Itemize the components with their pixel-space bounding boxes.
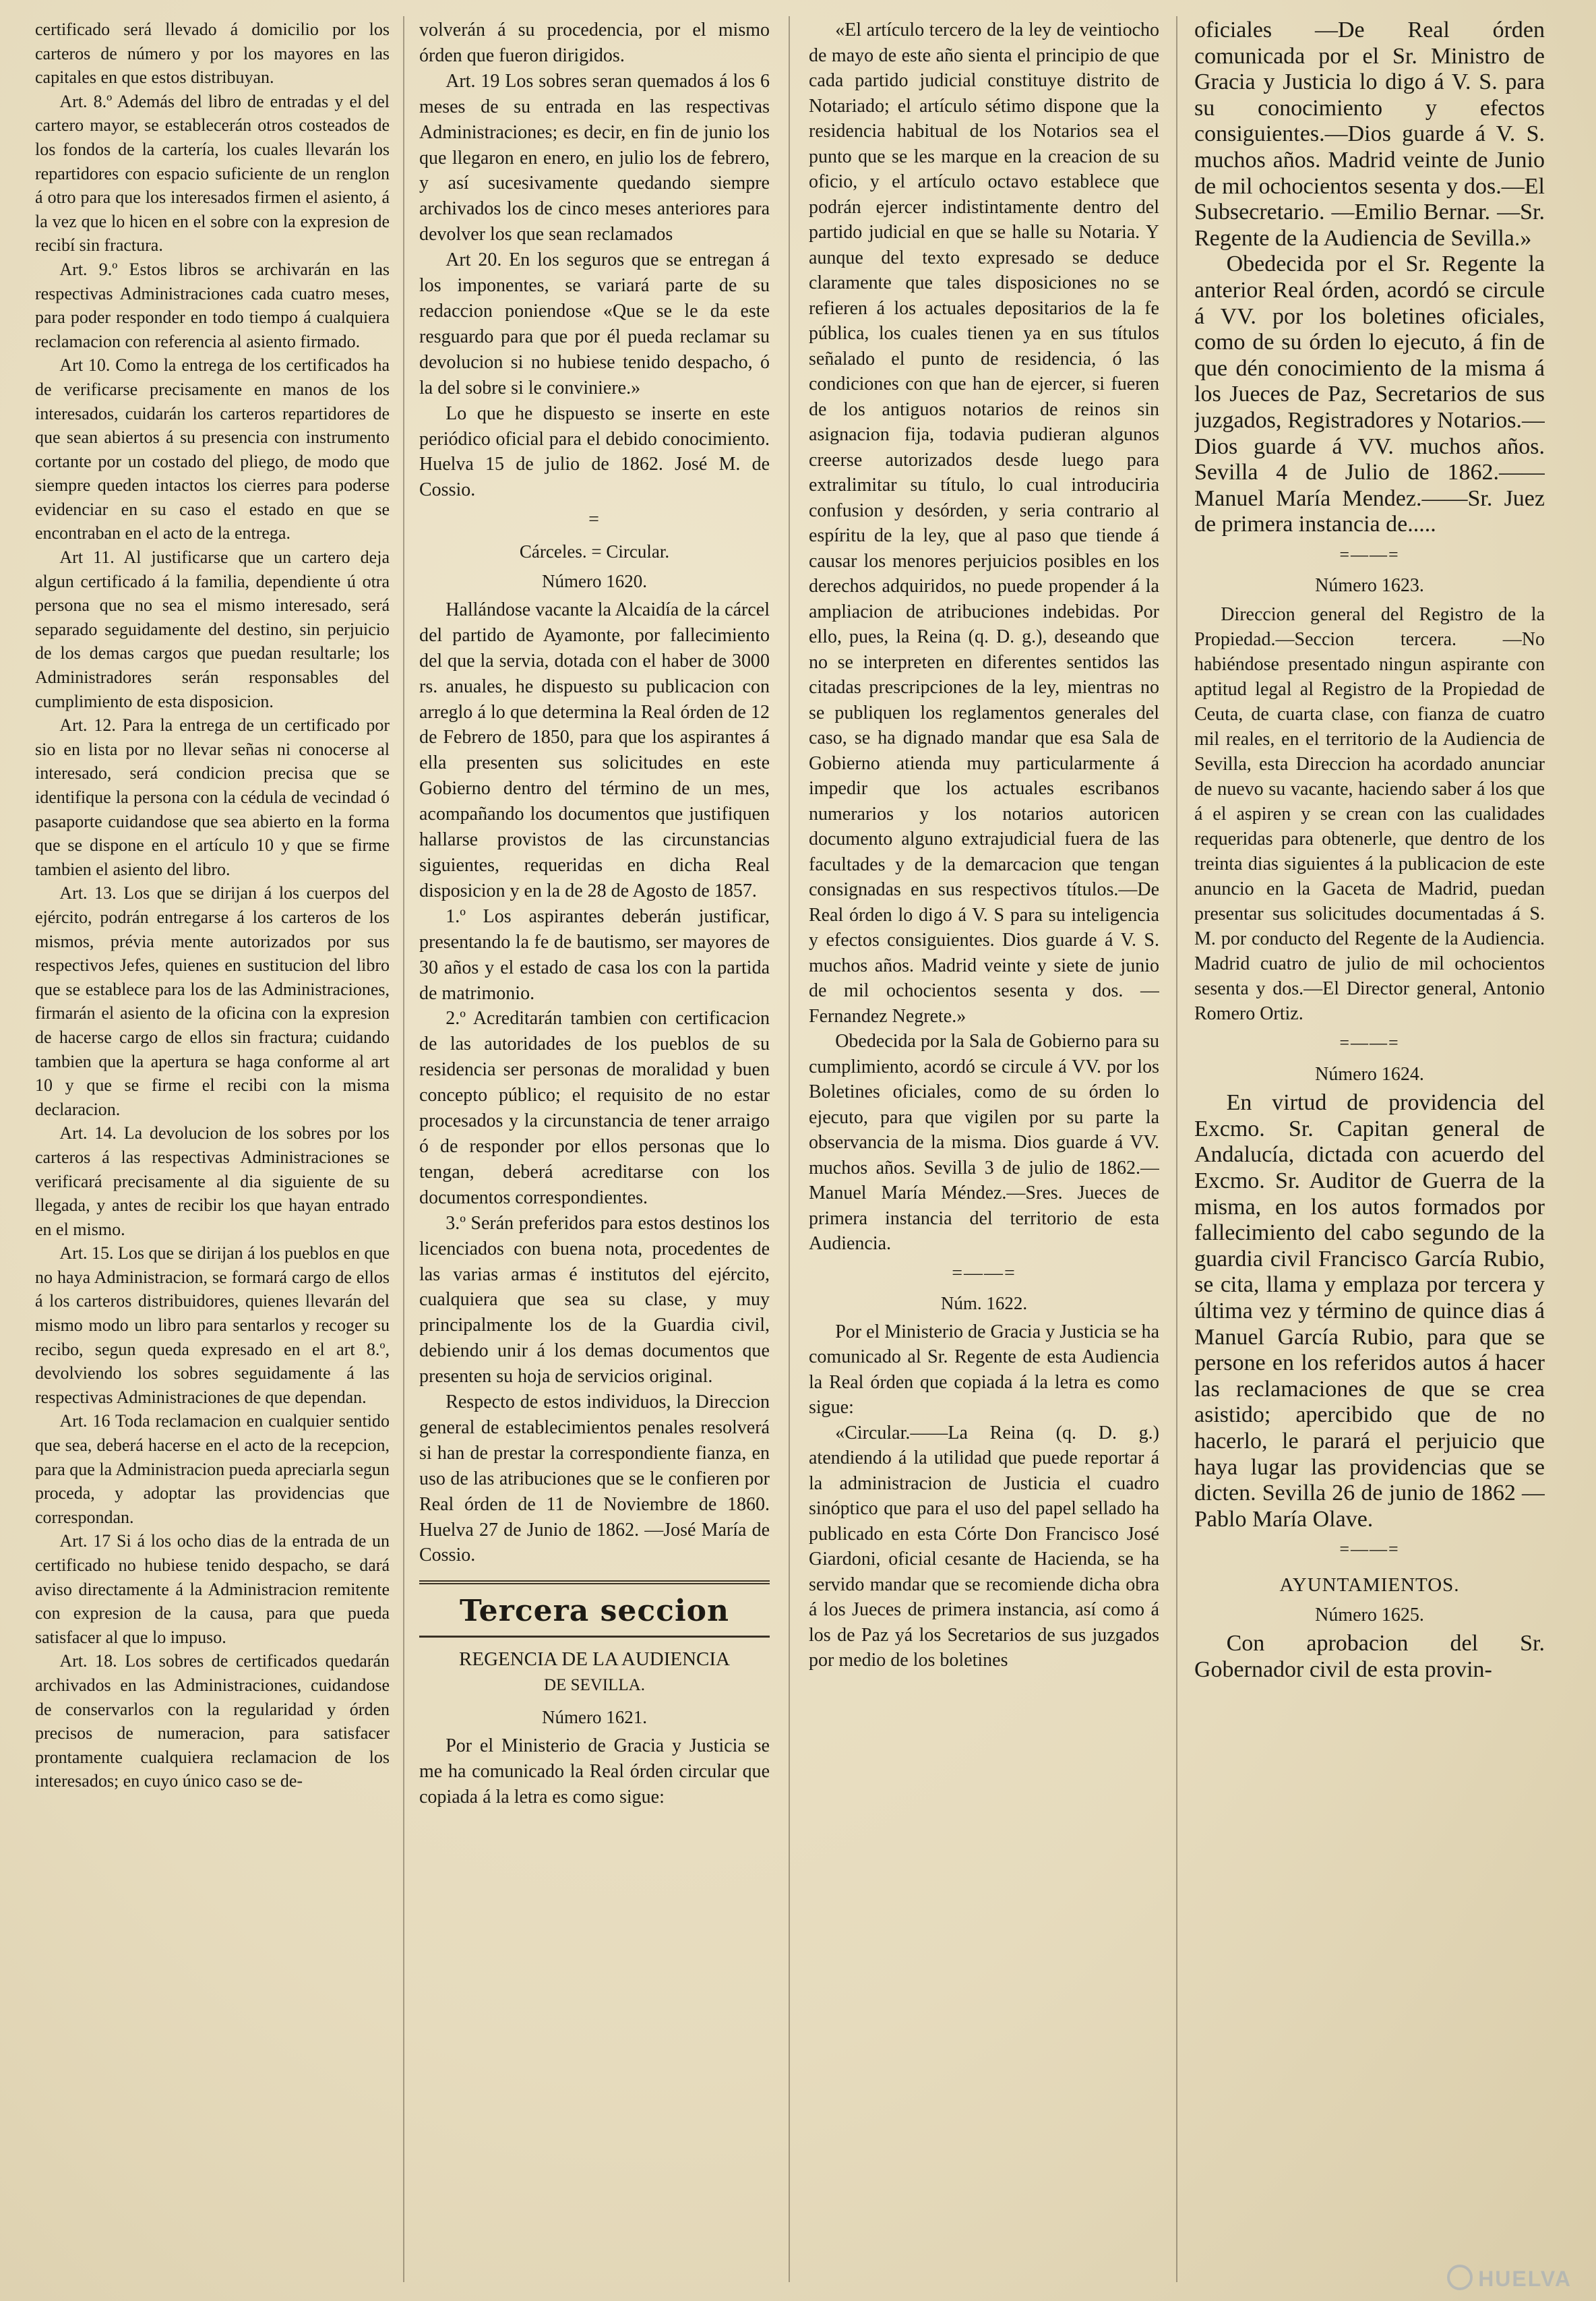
article-15: Art. 15. Los que se dirijan á los pueblos en que no haya Administracion, se formará cargo de ellos á los carteros distribuidores, quienes llevarán del mismo modo un libro para sentarlos y recoger su recibo, segun queda expresado en el art 8.º, devolviendo los sobres seguidamente á las respectivas Administraciones de que dependan.: [35, 1243, 390, 1407]
article-20: Art 20. En los seguros que se entregan á los imponentes, se variará parte de su redaccion poniendose «Que se le da este resguardo para que por él pueda reclamar su devolucion si no hubiese tenido despacho, ó la del sobre si le conviniere.»: [419, 249, 770, 398]
article-16: Art. 16 Toda reclamacion en cualquier sentido que sea, deberá hacerse en el acto de la recepcion, para que la Administracion pueda apreciarla segun proceda, y adoptar las providencias que correspondan.: [35, 1411, 390, 1527]
paragraph: certificado será llevado á domicilio por los carteros de número y por los mayores en las capitales en que estos distribuyan.: [35, 20, 390, 88]
article-19: Art. 19 Los sobres seran quemados á los 6 meses de su entrada en las respectivas Administraciones; es decir, en fin de junio los que llegaron en enero, en julio los de febrero, y así sucesivamente quedando siempre archivados los de cinco meses anteriores para devolver los que sean reclamados: [419, 70, 770, 245]
article-18: Art. 18. Los sobres de certificados quedarán archivados en las Administraciones, cuidandose de conservarlos con la regularidad y órden precisos de numeracion, para satisfacer prontamente cualquiera reclamacion de los interesados; en cuyo único caso se de-: [35, 1651, 390, 1791]
article-10: Art 10. Como la entrega de los certificados ha de verificarse precisamente en manos de los interesados, cuidarán los carteros repartidores de que sean abiertos á su presencia con instrumento cortante por un costado del pliego, de modo que siempre queden intactos los cierres para poderse evidenciar en su caso el estado en que se encontraban en el acto de la entrega.: [35, 355, 390, 543]
article-11: Art 11. Al justificarse que un cartero deja algun certificado á la familia, dependiente ú otra persona que no sea el mismo interesado, será separado seguidamente del destino, sin perjuicio de los demas cargos que puedan resultarle; los Administradores serán responsables del cumplimiento de esta disposicion.: [35, 547, 390, 711]
column-2: [419, 18, 770, 2281]
notice-1621-body: Por el Ministerio de Gracia y Justicia se me ha comunicado la Real órden circular que copiada á la letra es como sigue:: [419, 1735, 770, 1807]
requirement-2: 2.º Acreditarán tambien con certificacion de las autoridades de los pueblos de su residencia ser personas de moralidad y buen concepto público; el requisito de no estar procesados y la circunstancia de tener arraigo ó de responder por ellos personas que lo tengan, deberá acreditarse con los documentos correspondientes.: [419, 1008, 770, 1208]
notice-number: Núm. 1622.: [940, 1293, 1028, 1313]
column-rule: [403, 16, 404, 2282]
section-heading-carceles: Cárceles. = Circular.: [519, 541, 670, 562]
separator: =——=: [1339, 1033, 1400, 1053]
notice-1620-closing: Respecto de estos individuos, la Direccion general de establecimientos penales resolverá si han de prestar la correspondiente fianza, en uso de las atribuciones que se le confieren por Real órden de 11 de Noviembre de 1860. Huelva 27 de Junio de 1862. —José María de Cossio.: [419, 1392, 770, 1566]
obedecida-paragraph: Obedecida por la Sala de Gobierno para su cumplimiento, acordó se circule á VV. por los Boletines oficiales, como de su órden lo ejecuto, para que vigilen por su parte la observancia de la misma. Dios guarde á VV. muchos años. Sevilla 3 de julio de 1862.—Manuel María Méndez.—Sres. Jueces de primera instancia del territorio de esta Audiencia.: [809, 1031, 1159, 1254]
notice-1624-body: En virtud de providencia del Excmo. Sr. Capitan general de Andalucía, dictada con acuerdo del Excmo. Sr. Auditor de Guerra de la misma, en los autos formados por fallecimiento del cabo segundo de la guardia civil Francisco García Rubio, se cita, llama y emplaza por tercera y última vez y término de quince dias á Manuel García Rubio, para que se persone en los referidos autos á hacer las reclamaciones de que se crea asistido; apercibido que de no hacerlo, le parará el perjuicio que haya lugar las providencias que se dicten. Sevilla 26 de junio de 1862 —Pablo María Olave.: [1194, 1090, 1545, 1532]
notice-1620-body: Hallándose vacante la Alcaidía de la cárcel del partido de Ayamonte, por fallecimiento del que la servia, dotada con el haber de 3000 rs. anuales, he dispuesto su publicacion con arreglo á lo que determina la Real órden de 12 de Febrero de 1850, para que los aspirantes á ella presenten sus solicitudes en este Gobierno dentro del término de un mes, acompañando los documentos que justifiquen hallarse provistos de las circunstancias siguientes, requeridas en dicha Real disposicion y en la de 28 de Agosto de 1857.: [419, 599, 770, 901]
paragraph: oficiales —De Real órden comunicada por el Sr. Ministro de Gracia y Justicia lo digo á V. S. para su conocimiento y efectos consiguientes.—Dios guarde á V. S. muchos años. Madrid veinte de Junio de mil ochocientos sesenta y dos.—El Subsecretario. —Emilio Bernar. —Sr. Regente de la Audiencia de Sevilla.»: [1194, 18, 1545, 251]
paragraph: volverán á su procedencia, por el mismo órden que fueron dirigidos.: [419, 20, 770, 66]
watermark: [1447, 2265, 1572, 2292]
notice-number: Número 1623.: [1315, 575, 1424, 597]
notice-1625-body: Con aprobacion del Sr. Gobernador civil de esta provin-: [1194, 1631, 1545, 1682]
separator: =: [588, 509, 601, 531]
separator: =——=: [952, 1262, 1016, 1284]
regencia-heading: REGENCIA DE LA AUDIENCIA: [459, 1648, 730, 1671]
article-8: Art. 8.º Además del libro de entradas y el del cartero mayor, se establecerán otros costeados de los fondos de la cartería, los cuales llevarán los repartidores con espacio suficiente de un renglon á otro para que los interesados firmen el asiento, á la vez que lo hicen en el sobre con la expresion de recibí sin fractura.: [35, 91, 390, 256]
article-14: Art. 14. La devolucion de los sobres por los carteros á las respectivas Administraciones se verificará precisamente al dia siguiente de su llegada, y antes de recibir los que hayan entrado en el mismo.: [35, 1123, 390, 1239]
section-title: Tercera seccion: [419, 1580, 770, 1638]
article-13: Art. 13. Los que se dirijan á los cuerpos del ejército, podrán entregarse á los carteros de los mismos, prévia mente autorizados por sus respectivos Jefes, quienes en sustitucion del libro que se establece para los de las Administraciones, firmarán el asiento de la oficina con la expresion de hacerse cargo de ellos sin fractura; cuidando tambien que la apertura se haga conforme al art 10 y que se firme el recibi con la misma declaracion.: [35, 883, 390, 1119]
article-9: Art. 9.º Estos libros se archivarán en las respectivas Administraciones cada cuatro meses, para poder responder en todo tiempo á cualquiera reclamacion con referencia al asiento firmado.: [35, 259, 390, 351]
notice-1622-circular: «Circular.——La Reina (q. D. g.) atendiendo á la utilidad que puede reportar á la administracion de Justicia el cuadro sinóptico que para el uso del papel sellado ha publicado en esta Córte Don Francisco José Giardoni, oficial cesante de Hacienda, se ha servido mandar que se recomiende dicha obra á los Jueces de primera instancia, así como á los de Paz yá los Secretarios de sus juzgados por medio de los boletines: [809, 1422, 1159, 1671]
column-3: [809, 18, 1159, 2281]
notice-number: Número 1624.: [1315, 1063, 1424, 1085]
obedecida-paragraph: Obedecida por el Sr. Regente la anterior Real órden, acordó se circule á VV. por los boletines oficiales, como de su órden lo ejecuto, á fin de que dén conocimiento de la misma á los Jueces de Paz, Secretarios de sus juzgados, Registradores y Notarios.— Dios guarde á VV. muchos años. Sevilla 4 de Julio de 1862.——Manuel María Mendez.——Sr. Juez de primera instancia de.....: [1194, 251, 1545, 537]
notice-number: Número 1621.: [542, 1707, 647, 1728]
royal-order-text: «El artículo tercero de la ley de veintiocho de mayo de este año sienta el principio de que cada partido judicial constituye distrito de Notariado; el artículo sétimo dispone que la residencia habitual de los Notarios sea el punto que se les marque en la creacion de su oficio, y el artículo octavo establece que podrán ejercer indistintamente dentro del partido judicial en que se halle su Notaria. Y aunque del texto expresado se deduce claramente que tales disposiciones no se refieren á los actuales depositarios de la fe pública, los cuales tienen ya en sus títulos señalado el punto de residencia, ó las condiciones con que han de ejercer, si fueren de los antiguos notarios de reinos sin asignacion fija, todavia pudieran algunos creerse autorizados desde luego para extralimitar su título, lo cual introduciria confusion y desórden, y seria contrario al espíritu de la ley, que al paso que tiende á causar los menores perjuicios posibles en los derechos adquiridos, no puede propender á la ampliacion de atribuciones indebidas. Por ello, pues, la Reina (q. D. g.), deseando que no se interpreten en diferentes sentidos las citadas prescripciones de la ley, mientras no se publiquen los reglamentos generales del caso, se ha dignado mandar que esa Sala de Gobierno atienda muy particularmente á impedir que los actuales escribanos numerarios y los notarios autoricen documento alguno extrajudicial fuera de las facultades y de la demarcacion que tengan consignadas en sus respectivos títulos.—De Real órden lo digo á V. S para su inteligencia y efectos consiguientes. Dios guarde á V. S. muchos años. Madrid veinte y siete de junio de mil ochocientos sesenta y dos. —Fernandez Negrete.»: [809, 20, 1159, 1027]
article-17: Art. 17 Si á los ocho dias de la entrada de un certificado no hubiese tenido despacho, se dará aviso directamente á la Administracion remitente con expresion de la causa, para que pueda satisfacer al que lo impuso.: [35, 1531, 390, 1647]
notice-number: Número 1625.: [1315, 1604, 1424, 1625]
ayuntamientos-heading: AYUNTAMIENTOS.: [1279, 1574, 1460, 1596]
watermark-text: HUELVA: [1478, 2267, 1572, 2291]
watermark-ring-icon: [1447, 2265, 1473, 2290]
column-1: [35, 18, 390, 2281]
signature-paragraph: Lo que he dispuesto se inserte en este periódico oficial para el debido conocimiento. Huelva 15 de julio de 1862. José M. de Cossio.: [419, 402, 770, 501]
regencia-subheading: DE SEVILLA.: [544, 1676, 645, 1695]
notice-number: Número 1620.: [542, 571, 647, 592]
separator: =——=: [1339, 544, 1400, 564]
column-rule: [789, 16, 790, 2282]
article-12: Art. 12. Para la entrega de un certificado por sio en lista por no llevar señas ni conocerse al interesado, será condicion precisa que se identifique la persona con la cédula de vecindad ó pasaporte cuidandose que sea abierto en la forma que se dispone en el artículo 10 y que se firme tambien el asiento del libro.: [35, 715, 390, 879]
requirement-3: 3.º Serán preferidos para estos destinos los licenciados con buena nota, procedentes de las varias armas é institutos del ejército, cualquiera que sea su clase, y muy principalmente los de la Guardia civil, debiendo unir á los demas documentos que presenten su hoja de servicios original.: [419, 1212, 770, 1387]
notice-1622-intro: Por el Ministerio de Gracia y Justicia se ha comunicado al Sr. Regente de esta Audiencia la Real órden que copiada á la letra es como sigue:: [809, 1321, 1159, 1418]
notice-1623-body: Direccion general del Registro de la Propiedad.—Seccion tercera. —No habiéndose presentado ningun aspirante con aptitud legal al Registro de la Propiedad de Ceuta, de cuarta clase, con fianza de cuatro mil reales, en el territorio de la Audiencia de Sevilla, esta Direccion ha acordado anunciar de nuevo su vacante, haciendo saber á los que á el aspiren y se crean con las cualidades requeridas para obtenerle, que dentro de los treinta dias siguientes á la publicacion de este anuncio en la Gaceta de Madrid, puedan presentar sus solicitudes documentadas á S. M. por conducto del Regente de la Audiencia. Madrid cuatro de julio de mil ochocientos sesenta y dos.—El Director general, Antonio Romero Ortiz.: [1194, 604, 1545, 1025]
column-rule: [1176, 16, 1177, 2282]
column-4: [1194, 18, 1545, 2281]
separator: =——=: [1339, 1539, 1400, 1559]
requirement-1: 1.º Los aspirantes deberán justificar, presentando la fe de bautismo, ser mayores de 30 años y el estado de casa los con la partida de matrimonio.: [419, 905, 770, 1004]
